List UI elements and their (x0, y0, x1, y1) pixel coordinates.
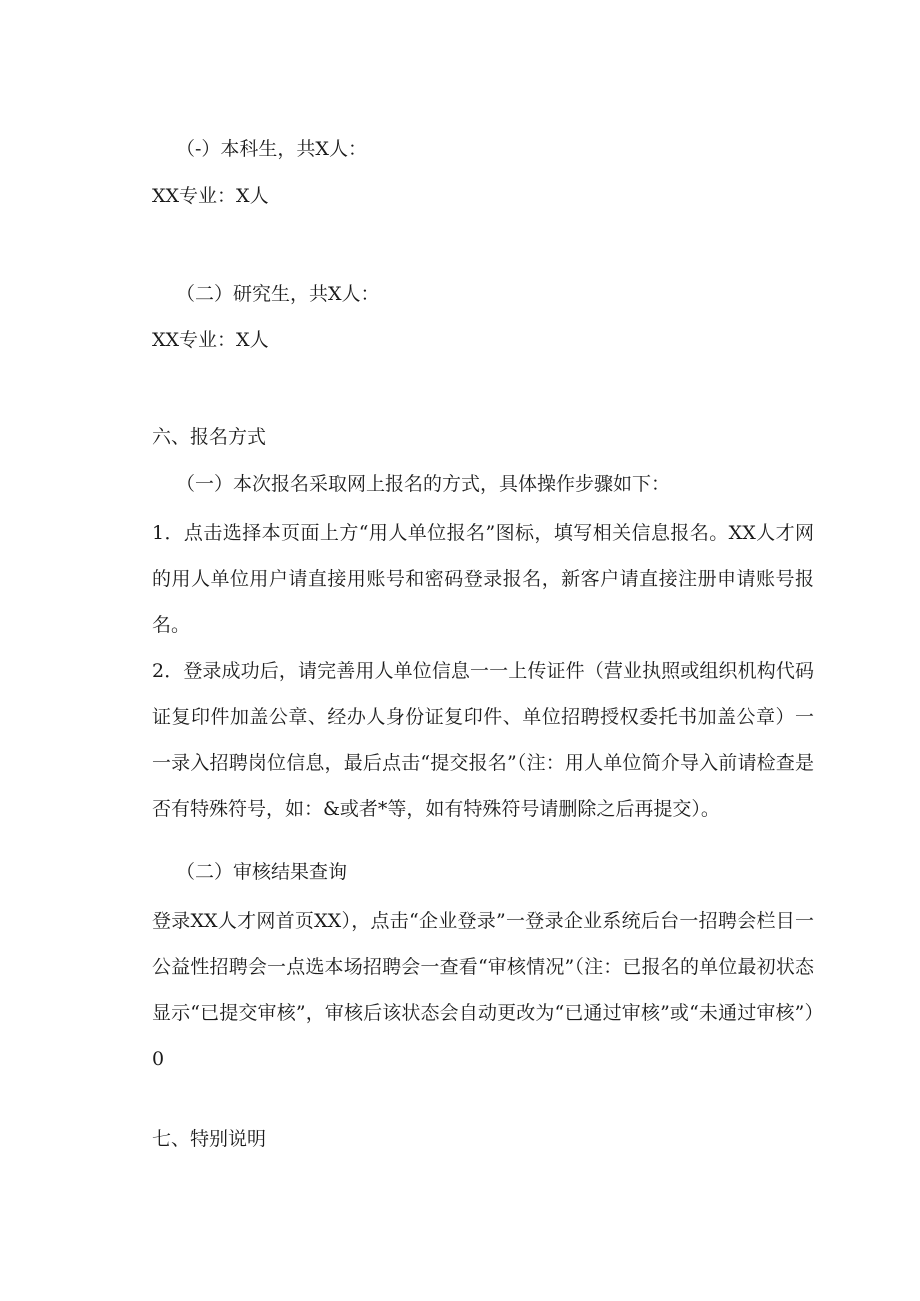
step-2-paragraph (152, 648, 814, 832)
grad-major-count: XX专业：X人 (152, 329, 269, 351)
section-6-title: 六、报名方式 (152, 426, 267, 448)
query-paragraph (152, 898, 814, 1082)
step-2-text: 2．登录成功后，请完善用人单位信息一一上传证件（营业执照或组织机构代码证复印件加盖公章、经办人身份证复印件、单位招聘授权委托书加盖公章）一一录入招聘岗位信息，最后点击“提交报名”（注：用人单位简介导入前请检查是否有特殊符号，如：&或者*等，如有特殊符号请删除之后再提交）。 (152, 660, 814, 820)
section-6-subheading-2: （二）审核结果查询 (176, 861, 348, 883)
step-1-paragraph (152, 510, 814, 648)
step-1-text: 1．点击选择本页面上方“用人单位报名”图标，填写相关信息报名。XX人才网的用人单位用户请直接用账号和密码登录报名，新客户请直接注册申请账号报名。 (152, 522, 814, 636)
section-6-subheading-1: （一）本次报名采取网上报名的方式，具体操作步骤如下： (176, 473, 671, 495)
section-7-title: 七、特别说明 (152, 1128, 267, 1150)
grad-heading: （二）研究生，共X人： (176, 283, 380, 305)
undergrad-major-count: XX专业：X人 (152, 185, 269, 207)
undergrad-heading: （-）本科生，共X人： (176, 138, 367, 160)
query-text: 登录XX人才网首页XX），点击“企业登录”一登录企业系统后台一招聘会栏目一公益性招聘会一点选本场招聘会一查看“审核情况”（注：已报名的单位最初状态显示“已提交审核”，审核后该状态会自动更改为“已通过审核”或“未通过审核”）0 (152, 910, 814, 1070)
